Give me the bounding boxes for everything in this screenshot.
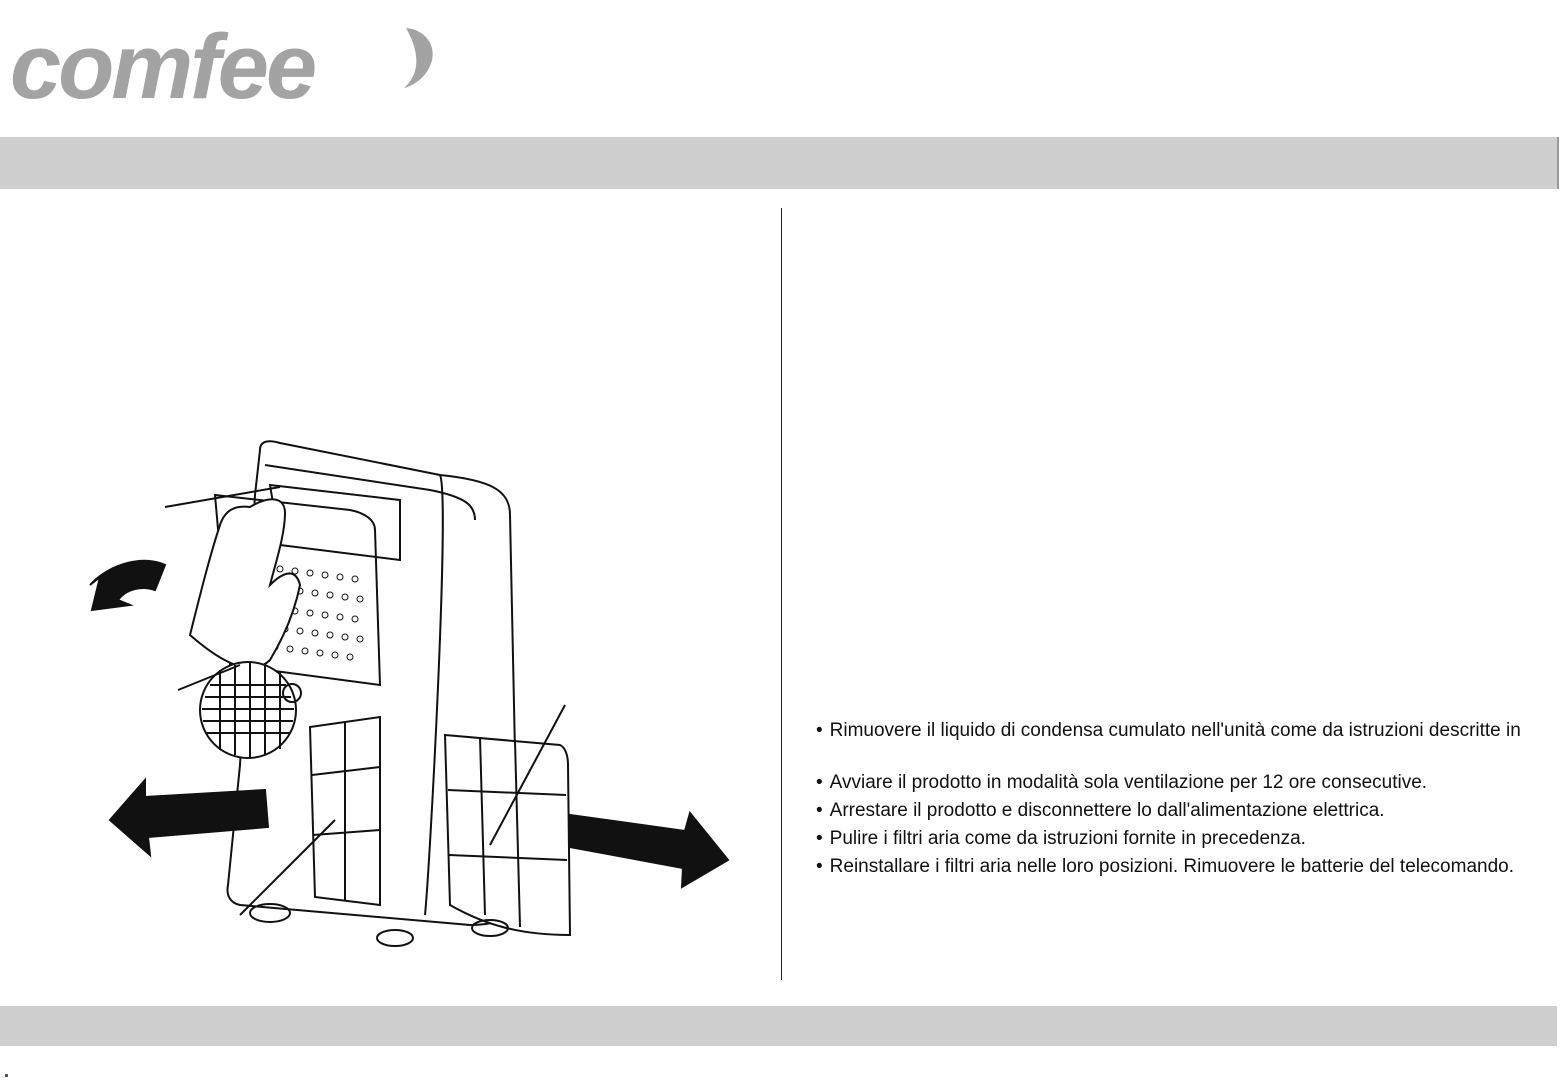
- footer-band: [0, 1006, 1557, 1046]
- instruction-item: • Rimuovere il liquido di condensa cumulato nell'unità come da istruzioni descritte in: [816, 717, 1546, 745]
- instruction-item: • Arrestare il prodotto e disconnettere lo dall'alimentazione elettrica.: [816, 797, 1546, 825]
- comfee-logo-graphic: [8, 10, 448, 120]
- instruction-item: • Reinstallare i filtri aria nelle loro posizioni. Rimuovere le batterie del telecomando.: [816, 853, 1546, 881]
- svg-text:comfee: comfee: [10, 16, 315, 118]
- comfee-logo: [8, 10, 448, 120]
- portable-ac-filter-removal-icon: [70, 435, 750, 960]
- instruction-item: • Avviare il prodotto in modalità sola ventilazione per 12 ore consecutive.: [816, 769, 1546, 797]
- air-conditioner-illustration: [70, 435, 750, 960]
- header-band-edge: [1557, 137, 1559, 189]
- column-divider: [781, 208, 782, 980]
- page-mark: [5, 1074, 8, 1077]
- instruction-list: [816, 717, 1546, 881]
- instruction-item: • Pulire i filtri aria come da istruzioni fornite in precedenza.: [816, 825, 1546, 853]
- header-band: [0, 137, 1557, 189]
